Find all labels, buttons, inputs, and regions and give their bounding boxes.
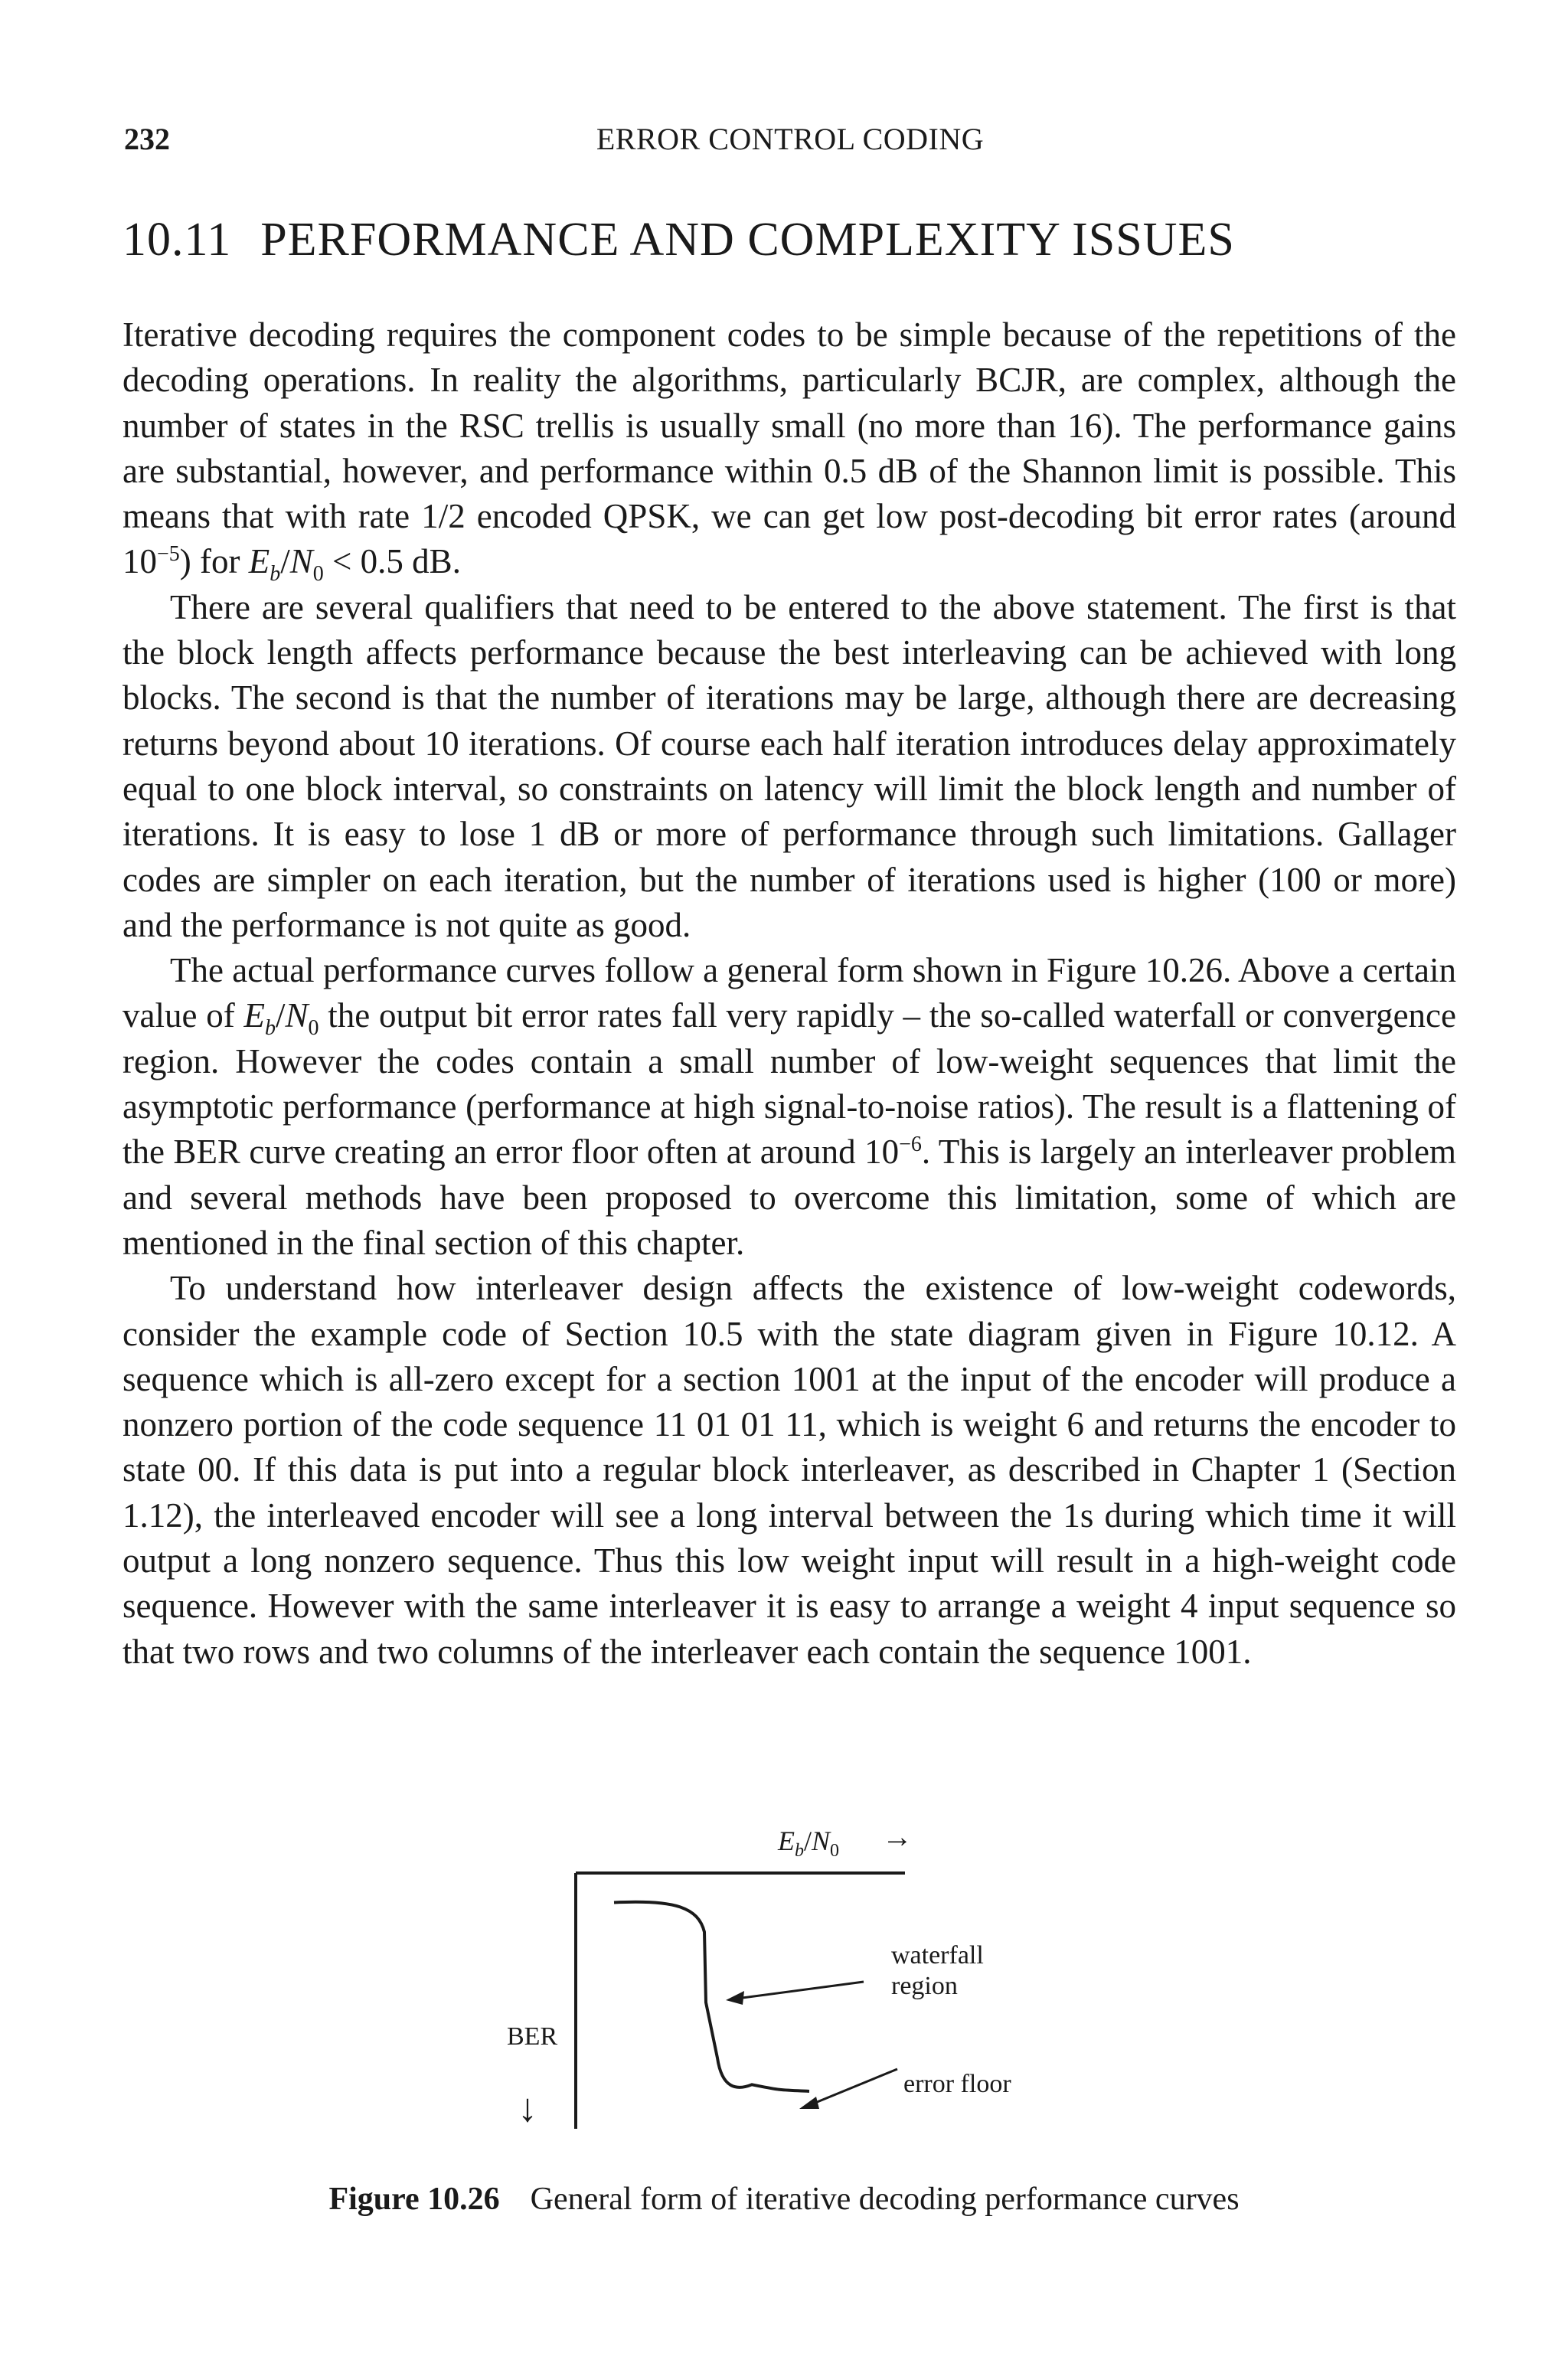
x-label-n: N xyxy=(812,1826,831,1856)
floor-arrowhead xyxy=(799,2097,819,2109)
x-label-b: b xyxy=(795,1841,804,1861)
ebno-slash: / xyxy=(280,542,290,581)
paragraph-4: To understand how interleaver design affects the existence of low-weight codewords, consider the example code of Section 10.5 with the state diagram given in Figure 10.12. A sequence which is all-zero except for a section 1001 at the input of the encoder will produce a nonzero portion of the code sequence 11 01 01 11, which is weight 6 and returns the encoder to state 00. If this data is put into a regular block interleaver, as described in Chapter 1 (Section 1.12), the interleaved encoder will see a long interval between the 1s during which time it will output a long nonzero sequence. Thus this low weight input will result in a high-weight code sequence. However with the same interleaver it is easy to arrange a weight 4 input sequence so that two rows and two columns of the interleaver each contain the sequence 1001. xyxy=(122,1269,1456,1671)
ebno-0: 0 xyxy=(308,1016,319,1041)
paragraph-1-text-b: ) for xyxy=(179,542,249,581)
x-label-slash: / xyxy=(804,1826,812,1856)
ebno-n: N xyxy=(289,542,313,581)
y-axis-arrow: ↓ xyxy=(518,2087,537,2130)
ebno-slash: / xyxy=(275,996,286,1035)
figure-caption xyxy=(0,2181,1568,2218)
paragraph-1-text-c: < 0.5 dB. xyxy=(323,542,461,581)
paragraph-2: There are several qualifiers that need to be entered to the above statement. The first is that the block length affects performance because the best interleaving can be achieved with long blocks. The second is that the number of iterations may be large, although there are decreasing returns beyond about 10 iterations. Of course each half iteration introduces delay approximately equal to one block interval, so constraints on latency will limit the block length and number of iterations. It is easy to lose 1 dB or more of performance through such limitations. Gallager codes are simpler on each iteration, but the number of iterations used is higher (100 or more) and the performance is not quite as good. xyxy=(122,587,1456,944)
section-number: 10.11 xyxy=(122,214,232,266)
performance-curve xyxy=(614,1902,809,2091)
ebno-b: b xyxy=(264,1016,276,1041)
caption-text: General form of iterative decoding performance curves xyxy=(530,2182,1240,2217)
paragraph-3-text-b: the output bit error rates fall very rapidly – the so-called waterfall or convergence region. However the codes contain a small number of low-weight sequences that limit the asymptotic performance (performance at high signal-to-noise ratios). The result is a flattening of the BER curve creating an error floor often at around 10 xyxy=(122,996,1457,1172)
y-axis-label: BER xyxy=(507,2022,558,2051)
ebno-b: b xyxy=(270,562,281,587)
paragraph-1-text-a: Iterative decoding requires the component codes to be simple because of the repetitions of the decoding operations. In reality the algorithms, particularly BCJR, are complex, although the number of states in the RSC trellis is usually small (no more than 16). The performance gains are substantial, however, and performance within 0.5 dB of the Shannon limit is possible. This means that with rate 1/2 encoded QPSK, we can get low post-decoding bit error rates (around 10 xyxy=(122,315,1456,581)
paragraph-3-exponent: −6 xyxy=(899,1133,922,1157)
x-label-0: 0 xyxy=(830,1841,840,1861)
ebno-n: N xyxy=(285,996,309,1035)
paragraph-3-text-c: . This is largely an interleaver problem and several methods have been proposed to overcome this limitation, some of which are mentioned in the final section of this chapter. xyxy=(122,1133,1456,1262)
floor-pointer xyxy=(812,2069,897,2104)
waterfall-arrowhead xyxy=(726,1991,744,2005)
waterfall-pointer xyxy=(737,1982,864,1999)
ebno-e: E xyxy=(243,996,265,1035)
x-axis-arrow: → xyxy=(882,1819,913,1854)
caption-label: Figure 10.26 xyxy=(328,2182,500,2217)
x-label-e: E xyxy=(778,1826,795,1856)
waterfall-label-line-1: waterfall xyxy=(891,1941,984,1970)
paragraph-3-text-a: The actual performance curves follow a general form shown in Figure 10.26. Above a certain value of xyxy=(122,951,1456,1035)
paragraph-1-exponent: −5 xyxy=(157,542,180,567)
waterfall-label-line-2: region xyxy=(891,1972,958,2000)
ebno-e: E xyxy=(248,542,270,581)
running-title: ERROR CONTROL CODING xyxy=(596,122,985,156)
x-axis-label xyxy=(777,1826,839,1861)
ebno-0: 0 xyxy=(312,562,324,587)
error-floor-label: error floor xyxy=(903,2070,1011,2098)
section-title: PERFORMANCE AND COMPLEXITY ISSUES xyxy=(260,214,1235,266)
page-number: 232 xyxy=(124,122,170,156)
